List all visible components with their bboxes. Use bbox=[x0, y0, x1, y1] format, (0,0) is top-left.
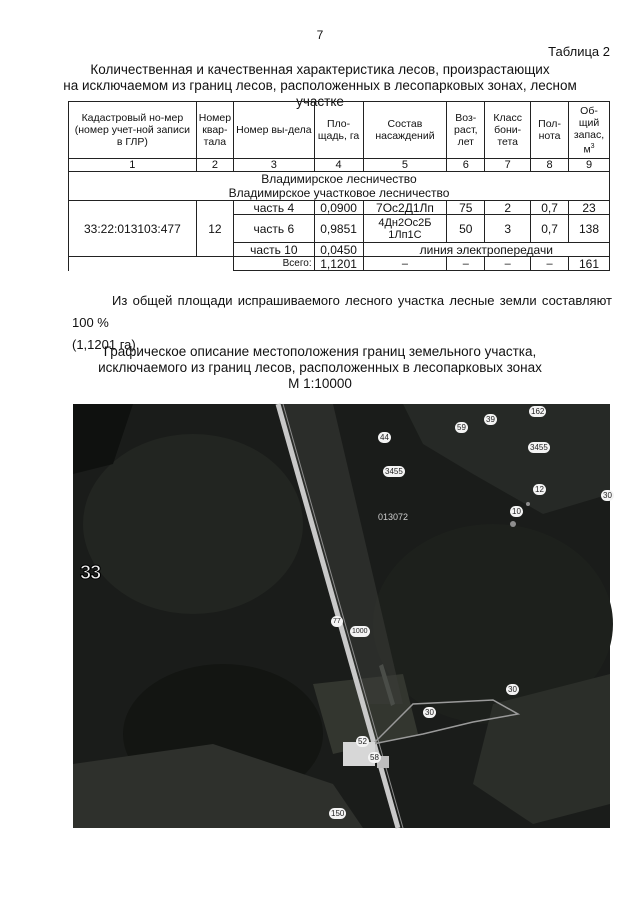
header-composition: Состав насаждений bbox=[363, 102, 447, 159]
bonitet-cell: 2 bbox=[485, 201, 531, 215]
cadastral-number: 33:22:013103:477 bbox=[69, 201, 197, 257]
table-label: Таблица 2 bbox=[548, 44, 610, 59]
total-label: Всего: bbox=[234, 257, 315, 271]
map-label: 59 bbox=[457, 423, 466, 432]
age-cell: 50 bbox=[447, 215, 485, 243]
header-age: Воз-раст, лет bbox=[447, 102, 485, 159]
map-title-line-1: Графическое описание местоположения границ земельного участка, bbox=[103, 344, 537, 359]
map-title bbox=[40, 344, 600, 392]
header-density: Пол-нота bbox=[531, 102, 569, 159]
map-scale: М 1:10000 bbox=[288, 376, 352, 391]
quarter-number: 12 bbox=[196, 201, 233, 257]
empty-cell bbox=[69, 257, 197, 271]
composition-line-1: 4Дн2Ос2Б bbox=[378, 216, 432, 229]
col-number: 6 bbox=[447, 159, 485, 172]
bonitet-cell: 3 bbox=[485, 215, 531, 243]
header-bonitet: Класс бони-тета bbox=[485, 102, 531, 159]
area-cell: 0,0450 bbox=[314, 243, 363, 257]
summary-line-1: Из общей площади испрашиваемого лесного участка лесные земли составляют 100 % bbox=[72, 293, 612, 330]
forestry-cell bbox=[69, 172, 610, 201]
col-number: 3 bbox=[234, 159, 315, 172]
map-point bbox=[510, 521, 516, 527]
stock-cell: 138 bbox=[569, 215, 610, 243]
header-stock bbox=[569, 102, 610, 159]
col-number: 4 bbox=[314, 159, 363, 172]
column-number-row bbox=[69, 159, 610, 172]
col-number: 8 bbox=[531, 159, 569, 172]
forest-characteristics-table bbox=[68, 101, 610, 271]
col-number: 9 bbox=[569, 159, 610, 172]
district-forestry-name: Владимирское участковое лесничество bbox=[228, 186, 450, 200]
map-label: 44 bbox=[380, 433, 389, 442]
composition-cell bbox=[363, 215, 447, 243]
col-number: 2 bbox=[196, 159, 233, 172]
map-label: 3455 bbox=[385, 467, 403, 476]
map-label: 52 bbox=[358, 737, 367, 746]
vydel-cell: часть 10 bbox=[234, 243, 315, 257]
stock-cell: 23 bbox=[569, 201, 610, 215]
map-label: 58 bbox=[370, 753, 379, 762]
age-cell: 75 bbox=[447, 201, 485, 215]
col-number: 1 bbox=[69, 159, 197, 172]
summary-line-2: (1,1201 га). bbox=[72, 337, 140, 352]
table-title-line-2: на исключаемом из границ лесов, расположенных в лесопарковых зонах, лесном участке bbox=[63, 78, 577, 109]
map-label: 162 bbox=[531, 407, 545, 416]
vydel-cell: часть 4 bbox=[234, 201, 315, 215]
total-bonitet: – bbox=[485, 257, 531, 271]
header-cadastral: Кадастровый но-мер (номер учет-ной записи в ГЛР) bbox=[69, 102, 197, 159]
map-label: 12 bbox=[535, 485, 544, 494]
map-label: 30 bbox=[603, 491, 612, 500]
header-quarter: Номер квар-тала bbox=[196, 102, 233, 159]
map-label: 3455 bbox=[530, 443, 548, 452]
map-title-line-2: исключаемого из границ лесов, расположенных в лесопарковых зонах bbox=[98, 360, 542, 375]
vydel-cell: часть 6 bbox=[234, 215, 315, 243]
table-row bbox=[69, 201, 610, 215]
map-label: 39 bbox=[486, 415, 495, 424]
density-cell: 0,7 bbox=[531, 215, 569, 243]
map-label: 77 bbox=[333, 618, 341, 625]
cadastral-block-label: 013072 bbox=[378, 512, 409, 522]
powerline-note: линия электропередачи bbox=[363, 243, 609, 257]
forestry-row bbox=[69, 172, 610, 201]
total-age: – bbox=[447, 257, 485, 271]
header-area: Пло-щадь, га bbox=[314, 102, 363, 159]
total-stock: 161 bbox=[569, 257, 610, 271]
col-number: 5 bbox=[363, 159, 447, 172]
table-header-row bbox=[69, 102, 610, 159]
map-label: 10 bbox=[512, 507, 521, 516]
area-cell: 0,9851 bbox=[314, 215, 363, 243]
header-stock-sup: 3 bbox=[590, 142, 595, 150]
density-cell: 0,7 bbox=[531, 201, 569, 215]
total-row bbox=[69, 257, 610, 271]
composition-cell: 7Ос2Д1Лп bbox=[363, 201, 447, 215]
satellite-map bbox=[73, 404, 610, 828]
header-stock-label: Об-щий запас, bbox=[573, 104, 605, 141]
header-stock-unit: м bbox=[583, 143, 591, 156]
forestry-name: Владимирское лесничество bbox=[261, 172, 417, 186]
total-composition: – bbox=[363, 257, 447, 271]
page-number: 7 bbox=[316, 28, 324, 42]
header-vydel: Номер вы-дела bbox=[234, 102, 315, 159]
total-density: – bbox=[531, 257, 569, 271]
map-label: 150 bbox=[331, 809, 345, 818]
forest-texture bbox=[83, 434, 303, 614]
map-label: 30 bbox=[425, 708, 434, 717]
table-title-line-1: Количественная и качественная характеристика лесов, произрастающих bbox=[90, 62, 550, 77]
map-point bbox=[526, 502, 530, 506]
col-number: 7 bbox=[485, 159, 531, 172]
map-imagery bbox=[73, 404, 610, 828]
empty-cell bbox=[196, 257, 233, 271]
composition-line-2: 1Лп1С bbox=[388, 228, 422, 241]
map-label: 1000 bbox=[352, 628, 368, 635]
map-label: 30 bbox=[508, 685, 517, 694]
total-area: 1,1201 bbox=[314, 257, 363, 271]
area-cell: 0,0900 bbox=[314, 201, 363, 215]
district-number-label: 33 bbox=[80, 562, 101, 584]
